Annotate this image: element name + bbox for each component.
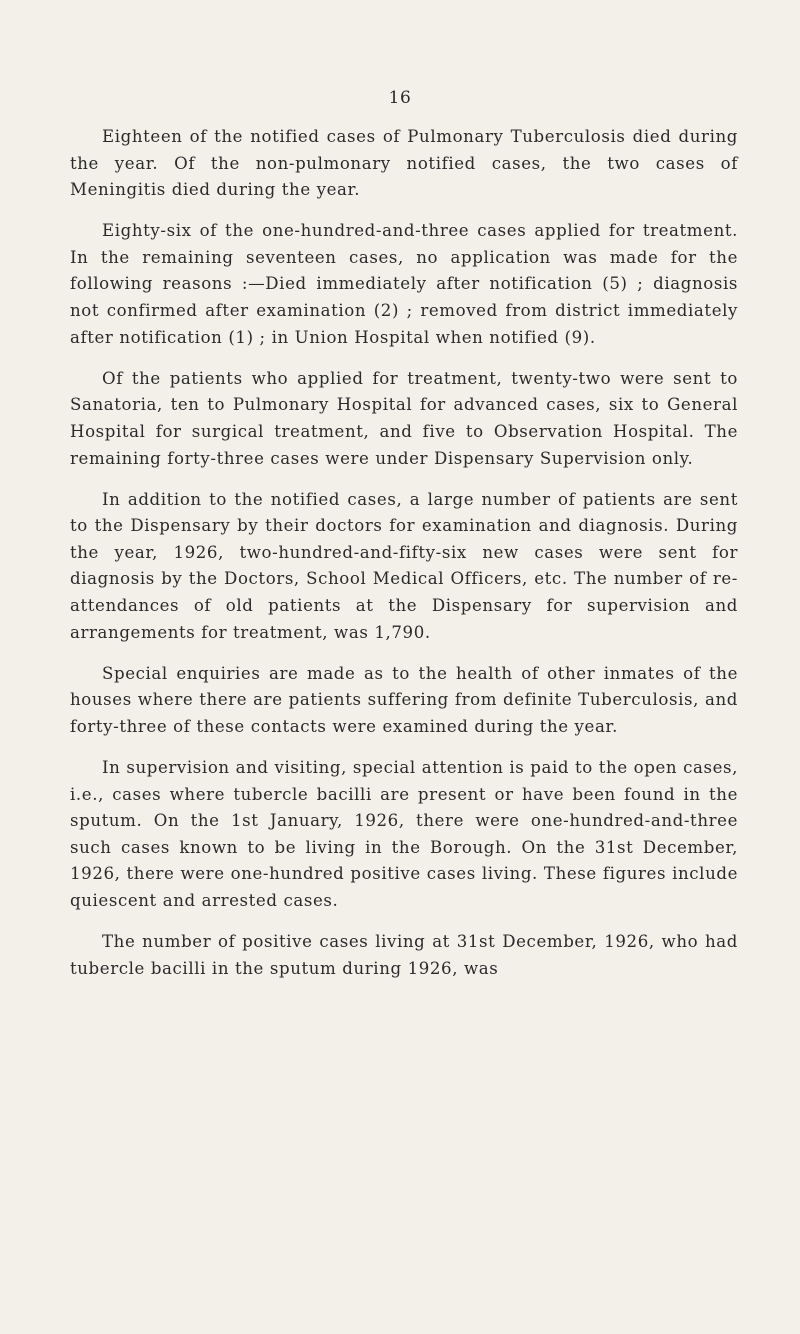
paragraph-deaths: Eighteen of the notified cases of Pulmonary Tuberculosis died during the year. Of the non-pulmonary notified cases, the two cases of Meningitis died during the year.	[70, 127, 738, 200]
paragraph-dispensary-referrals: In addition to the notified cases, a large number of patients are sent to the Dispensary by their doctors for examination and diagnosis. During the year, 1926, two-hundred-and-fifty-six new cases were sent for diagnosis by the Doctors, School Medical Officers, etc. The number of re-attendances of old patients at the Dispensary for supervision and arrangements for treatment, was 1,790.	[70, 489, 738, 642]
paragraph-applications: Eighty-six of the one-hundred-and-three cases applied for treatment. In the remaining seventeen cases, no application was made for the following reasons :—Died immediately after notification (5) ; diagnosis not confirmed after examination (2) ; removed from district immediately after notification (1) ; in Union Hospital when notified (9).	[70, 221, 738, 347]
paragraph-open-cases: In supervision and visiting, special attention is paid to the open cases, i.e., cases where tubercle bacilli are present or have been found in the sputum. On the 1st January, 1926, there were one-hundred-and-three such cases known to be living in the Borough. On the 31st December, 1926, there were one-hundred positive cases living. These figures include quiescent and arrested cases.	[70, 757, 738, 910]
page-number: 16	[388, 88, 412, 108]
body-text	[70, 124, 738, 997]
paragraph-treatment-destinations: Of the patients who applied for treatment, twenty-two were sent to Sanatoria, ten to Pulmonary Hospital for advanced cases, six to General Hospital for surgical treatment, and five to Observation Hospital. The remaining forty-three cases were under Dispensary Supervision only.	[70, 368, 738, 468]
paragraph-positive-cases: The number of positive cases living at 31st December, 1926, who had tubercle bacilli in the sputum during 1926, was	[70, 932, 738, 978]
paragraph-contact-enquiries: Special enquiries are made as to the health of other inmates of the houses where there are patients suffering from definite Tuberculosis, and forty-three of these contacts were examined during the year.	[70, 663, 738, 736]
